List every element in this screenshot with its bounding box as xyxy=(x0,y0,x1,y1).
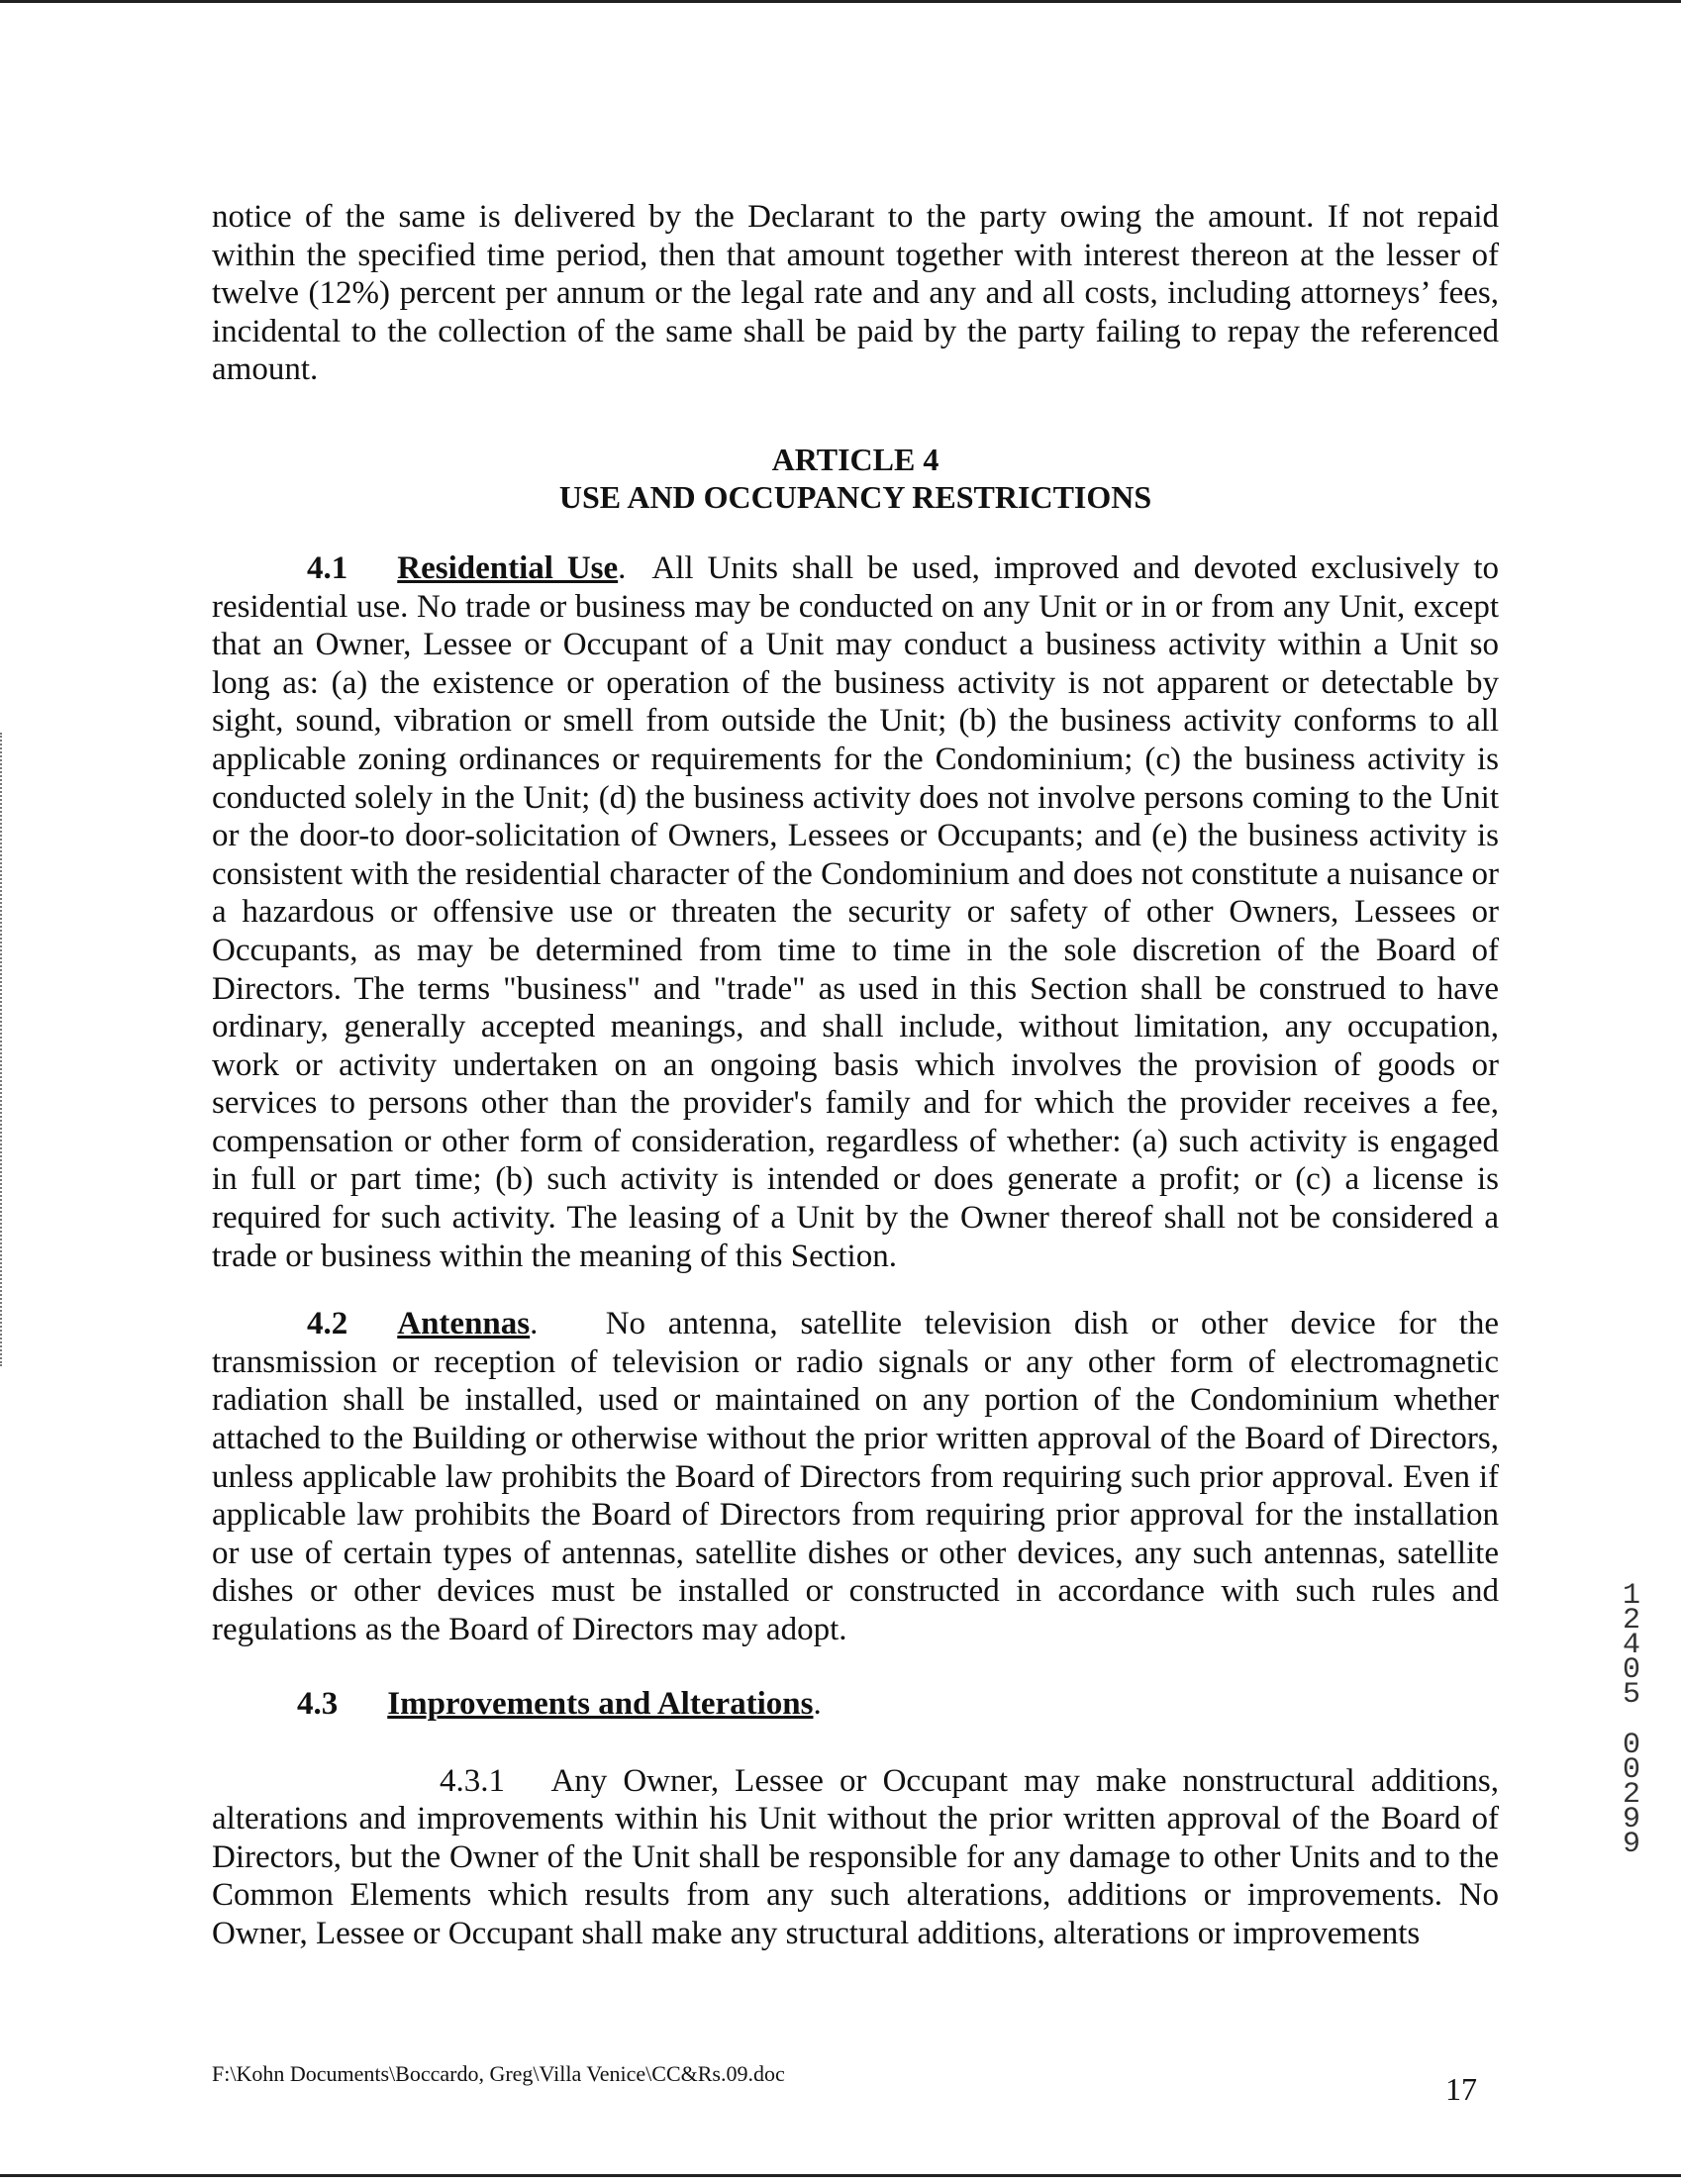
section-body: No antenna, satellite television dish or other device for the transmission or reception of television or radio signals or any other form of electromagnetic radiation shall be installed, used or maintained on any portion of the Condominium whether attached to the Building or otherwise without the prior written approval of the Board of Directors, unless applicable law prohibits the Board of Directors from requiring such prior approval. Even if applicable law prohibits the Board of Directors from requiring prior approval for the installation or use of certain types of antennas, satellite dishes or other devices, any such antennas, satellite dishes or other devices must be installed or constructed in accordance with such rules and regulations as the Board of Directors may adopt. xyxy=(212,1306,1499,1647)
section-4-2: 4.2 Antennas. No antenna, satellite television dish or other device for the transmission or reception of television or radio signals or any other form of electromagnetic radiation shall be installed, used or maintained on any portion of the Condominium whether attached to the Building or otherwise without the prior written approval of the Board of Directors, unless applicable law prohibits the Board of Directors from requiring such prior approval. Even if applicable law prohibits the Board of Directors from requiring prior approval for the installation or use of certain types of antennas, satellite dishes or other devices, any such antennas, satellite dishes or other devices must be installed or constructed in accordance with such rules and regulations as the Board of Directors may adopt. xyxy=(212,1306,1499,1647)
intro-paragraph: notice of the same is delivered by the Declarant to the party owing the amount. If not repaid within the specified time period, then that amount together with interest thereon at the lesser of twelve (12%) percent per annum or the legal rate and any and all costs, including attorneys’ fees, incidental to the collection of the same shall be paid by the party failing to repay the referenced amount. xyxy=(212,199,1499,388)
article-heading xyxy=(212,441,1499,516)
subsection-body: Any Owner, Lessee or Occupant may make nonstructural additions, alterations and improvements within his Unit without the prior written approval of the Board of Directors, but the Owner of the Unit shall be responsible for any damage to other Units and to the Common Elements which results from any such alterations, additions or improvements. No Owner, Lessee or Occupant shall make any structural additions, alterations or improvements xyxy=(212,1762,1500,1951)
section-title: Antennas xyxy=(397,1306,531,1342)
section-body: All Units shall be used, improved and devoted exclusively to residential use. No trade or business may be conducted on any Unit or in or from any Unit, except that an Owner, Lessee or Occupant of a Unit may conduct a business activity within a Unit so long as: (a) the existence or operation of the business activity is not apparent or detectable by sight, sound, vibration or smell from outside the Unit; (b) the business activity conforms to all applicable zoning ordinances or requirements for the Condominium; (c) the business activity is conducted solely in the Unit; (d) the business activity does not involve persons coming to the Unit or the door-to door-solicitation of Owners, Lessees or Occupants; and (e) the business activity is consistent with the residential character of the Condominium and does not constitute a nuisance or a hazardous or offensive use or threaten the security or safety of other Owners, Lessees or Occupants, as may be determined from time to time in the sole discretion of the Board of Directors. The terms "business" and "trade" as used in this Section shall be construed to have ordinary, generally accepted meanings, and shall include, without limitation, any occupation, work or activity undertaken on an ongoing basis which involves the provision of goods or services to persons other than the provider's family and for which the provider receives a fee, compensation or other form of consideration, regardless of whether: (a) such activity is engaged in full or part time; (b) such activity is intended or does generate a profit; or (c) a license is required for such activity. The leasing of a Unit by the Owner thereof shall not be considered a trade or business within the meaning of this Section. xyxy=(212,549,1499,1274)
section-4-1: 4.1 Residential Use. All Units shall be used, improved and devoted exclusively to residential use. No trade or business may be conducted on any Unit or in or from any Unit, except that an Owner, Lessee or Occupant of a Unit may conduct a business activity within a Unit so long as: (a) the existence or operation of the business activity is not apparent or detectable by sight, sound, vibration or smell from outside the Unit; (b) the business activity conforms to all applicable zoning ordinances or requirements for the Condominium; (c) the business activity is conducted solely in the Unit; (d) the business activity does not involve persons coming to the Unit or the door-to door-solicitation of Owners, Lessees or Occupants; and (e) the business activity is consistent with the residential character of the Condominium and does not constitute a nuisance or a hazardous or offensive use or threaten the security or safety of other Owners, Lessees or Occupants, as may be determined from time to time in the sole discretion of the Board of Directors. The terms "business" and "trade" as used in this Section shall be construed to have ordinary, generally accepted meanings, and shall include, without limitation, any occupation, work or activity undertaken on an ongoing basis which involves the provision of goods or services to persons other than the provider's family and for which the provider receives a fee, compensation or other form of consideration, regardless of whether: (a) such activity is engaged in full or part time; (b) such activity is intended or does generate a profit; or (c) a license is required for such activity. The leasing of a Unit by the Owner thereof shall not be considered a trade or business within the meaning of this Section. xyxy=(212,549,1499,1274)
section-number: 4.3 xyxy=(297,1685,339,1722)
section-title: Residential Use xyxy=(397,549,619,586)
section-number: 4.2 xyxy=(307,1306,348,1342)
subsection-number: 4.3.1 xyxy=(440,1762,505,1799)
binder-hole-marks xyxy=(0,733,10,1366)
article-title: USE AND OCCUPANCY RESTRICTIONS xyxy=(558,478,1152,515)
scan-edge-bottom xyxy=(0,2174,1681,2177)
page-number: 17 xyxy=(1445,2071,1477,2107)
footer-file-path: F:\Kohn Documents\Boccardo, Greg\Villa Venice\CC&Rs.09.doc xyxy=(212,2061,785,2086)
recording-number-stamp: 1 2 4 0 5 0 0 2 9 9 xyxy=(1622,1579,1640,1861)
document-page xyxy=(212,198,1499,1953)
article-number: ARTICLE 4 xyxy=(771,441,939,477)
section-4-3-heading: 4.3 Improvements and Alterations. xyxy=(297,1685,822,1722)
subsection-4-3-1 xyxy=(212,1762,1499,1953)
scan-edge-top xyxy=(0,0,1681,3)
section-title: Improvements and Alterations xyxy=(387,1685,814,1722)
section-number: 4.1 xyxy=(307,549,348,586)
